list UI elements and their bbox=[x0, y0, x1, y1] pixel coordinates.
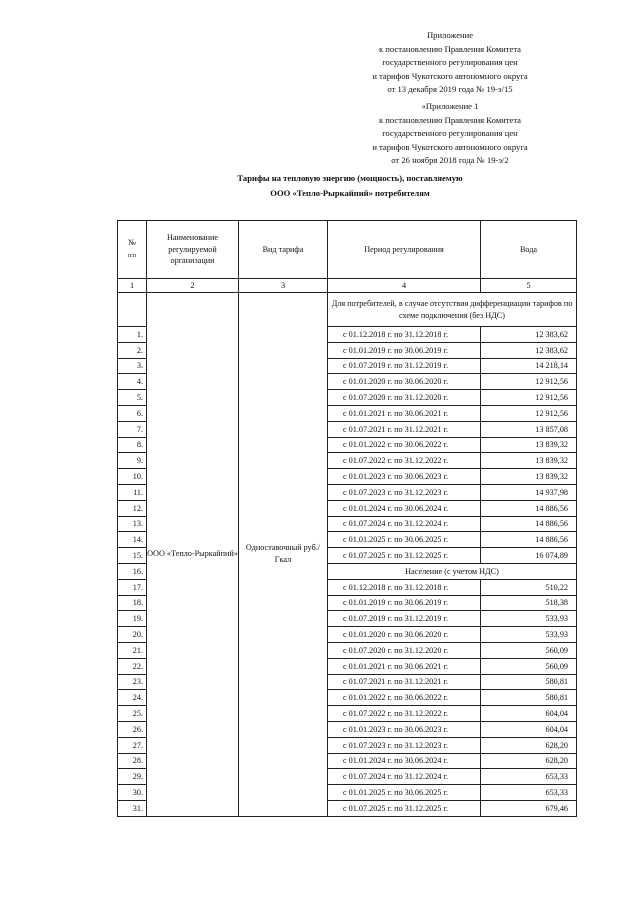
section-consumers-title: Для потребителей, в случае отсутствия дифференциации тарифов по схеме подключения (без НДС) bbox=[328, 293, 577, 327]
section-population-title: Население (с учетом НДС) bbox=[328, 563, 577, 579]
row-value: 518,38 bbox=[481, 595, 577, 611]
row-value: 14 886,56 bbox=[481, 516, 577, 532]
row-period: с 01.07.2019 г. по 31.12.2019 г. bbox=[328, 358, 481, 374]
row-value: 580,81 bbox=[481, 690, 577, 706]
row-value: 653,33 bbox=[481, 785, 577, 801]
col-number: 1 bbox=[118, 279, 147, 293]
row-number: 2. bbox=[118, 342, 147, 358]
row-period: с 01.07.2019 г. по 31.12.2019 г. bbox=[328, 611, 481, 627]
row-period: с 01.12.2018 г. по 31.12.2018 г. bbox=[328, 579, 481, 595]
row-period: с 01.01.2021 г. по 30.06.2021 г. bbox=[328, 658, 481, 674]
row-number: 27. bbox=[118, 737, 147, 753]
row-number: 31. bbox=[118, 800, 147, 816]
tariff-table bbox=[117, 220, 577, 817]
tariff-type-cell: Одноставочный руб./Гкал bbox=[239, 293, 328, 817]
header-line: государственного регулирования цен bbox=[382, 57, 518, 68]
row-value: 604,04 bbox=[481, 706, 577, 722]
row-value: 12 912,56 bbox=[481, 390, 577, 406]
row-period: с 01.07.2024 г. по 31.12.2024 г. bbox=[328, 516, 481, 532]
row-period: с 01.01.2022 г. по 30.06.2022 г. bbox=[328, 690, 481, 706]
row-number: 11. bbox=[118, 484, 147, 500]
row-value: 14 937,98 bbox=[481, 484, 577, 500]
col-number: 5 bbox=[481, 279, 577, 293]
row-period: с 01.07.2023 г. по 31.12.2023 г. bbox=[328, 737, 481, 753]
row-number: 4. bbox=[118, 374, 147, 390]
row-number: 28. bbox=[118, 753, 147, 769]
table-header-row bbox=[118, 221, 577, 279]
title-line-1: Тарифы на тепловую энергию (мощность), поставляемую bbox=[237, 173, 463, 183]
row-number: 23. bbox=[118, 674, 147, 690]
row-period: с 01.07.2025 г. по 31.12.2025 г. bbox=[328, 548, 481, 564]
row-period: с 01.07.2023 г. по 31.12.2023 г. bbox=[328, 484, 481, 500]
row-number: 9. bbox=[118, 453, 147, 469]
row-value: 560,09 bbox=[481, 642, 577, 658]
header-line: Приложение bbox=[426, 30, 474, 40]
row-value: 14 886,56 bbox=[481, 500, 577, 516]
row-period: с 01.01.2024 г. по 30.06.2024 г. bbox=[328, 500, 481, 516]
row-number: 16. bbox=[118, 563, 147, 579]
column-numbers-row bbox=[118, 279, 577, 293]
row-number: 6. bbox=[118, 405, 147, 421]
row-period: с 01.01.2025 г. по 30.06.2025 г. bbox=[328, 785, 481, 801]
row-value: 510,22 bbox=[481, 579, 577, 595]
row-number: 30. bbox=[118, 785, 147, 801]
header-line: и тарифов Чукотского автономного округа bbox=[372, 141, 528, 152]
row-number: 22. bbox=[118, 658, 147, 674]
row-value: 653,33 bbox=[481, 769, 577, 785]
row-period: с 01.01.2019 г. по 30.06.2019 г. bbox=[328, 342, 481, 358]
row-number: 13. bbox=[118, 516, 147, 532]
row-value: 13 857,08 bbox=[481, 421, 577, 437]
row-number: 26. bbox=[118, 721, 147, 737]
header-tariff: Вид тарифа bbox=[239, 221, 328, 279]
row-value: 628,20 bbox=[481, 737, 577, 753]
row-value: 628,20 bbox=[481, 753, 577, 769]
row-period: с 01.07.2021 г. по 31.12.2021 г. bbox=[328, 421, 481, 437]
header-line: государственного регулирования цен bbox=[382, 128, 518, 139]
header-line: и тарифов Чукотского автономного округа bbox=[372, 70, 528, 81]
row-value: 12 383,62 bbox=[481, 327, 577, 343]
row-period: с 01.07.2021 г. по 31.12.2021 г. bbox=[328, 674, 481, 690]
row-value: 12 912,56 bbox=[481, 374, 577, 390]
row-value: 12 912,56 bbox=[481, 405, 577, 421]
col-number: 4 bbox=[328, 279, 481, 293]
appendix-header bbox=[300, 29, 600, 97]
header-line: «Приложение 1 bbox=[421, 101, 479, 111]
row-value: 679,46 bbox=[481, 800, 577, 816]
header-line: от 26 ноября 2018 года № 19-э/2 bbox=[391, 155, 509, 166]
row-period: с 01.12.2018 г. по 31.12.2018 г. bbox=[328, 327, 481, 343]
appendix-1-header bbox=[300, 100, 600, 168]
document-title bbox=[120, 171, 580, 201]
row-period: с 01.01.2024 г. по 30.06.2024 г. bbox=[328, 753, 481, 769]
row-value: 560,09 bbox=[481, 658, 577, 674]
row-period: с 01.07.2022 г. по 31.12.2022 г. bbox=[328, 453, 481, 469]
row-number: 24. bbox=[118, 690, 147, 706]
row-period: с 01.01.2023 г. по 30.06.2023 г. bbox=[328, 469, 481, 485]
row-value: 533,93 bbox=[481, 611, 577, 627]
row-value: 580,81 bbox=[481, 674, 577, 690]
row-period: с 01.07.2020 г. по 31.12.2020 г. bbox=[328, 390, 481, 406]
header-period: Период регулирования bbox=[328, 221, 481, 279]
row-period: с 01.01.2020 г. по 30.06.2020 г. bbox=[328, 374, 481, 390]
row-value: 604,04 bbox=[481, 721, 577, 737]
row-value: 12 383,62 bbox=[481, 342, 577, 358]
row-number: 10. bbox=[118, 469, 147, 485]
row-period: с 01.07.2022 г. по 31.12.2022 г. bbox=[328, 706, 481, 722]
row-number: 19. bbox=[118, 611, 147, 627]
row-value: 16 074,89 bbox=[481, 548, 577, 564]
row-period: с 01.07.2025 г. по 31.12.2025 г. bbox=[328, 800, 481, 816]
row-number: 8. bbox=[118, 437, 147, 453]
row-period: с 01.01.2019 г. по 30.06.2019 г. bbox=[328, 595, 481, 611]
row-value: 13 839,32 bbox=[481, 469, 577, 485]
header-water: Вода bbox=[481, 221, 577, 279]
row-period: с 01.01.2021 г. по 30.06.2021 г. bbox=[328, 405, 481, 421]
row-period: с 01.01.2020 г. по 30.06.2020 г. bbox=[328, 627, 481, 643]
row-number: 29. bbox=[118, 769, 147, 785]
row-period: с 01.01.2025 г. по 30.06.2025 г. bbox=[328, 532, 481, 548]
row-number: 18. bbox=[118, 595, 147, 611]
header-line: от 13 декабря 2019 года № 19-э/15 bbox=[387, 84, 513, 95]
row-number: 1. bbox=[118, 327, 147, 343]
row-period: с 01.07.2020 г. по 31.12.2020 г. bbox=[328, 642, 481, 658]
row-number: 17. bbox=[118, 579, 147, 595]
header-org: Наименование регулируемой организации bbox=[147, 221, 239, 279]
row-number: 7. bbox=[118, 421, 147, 437]
header-line: к постановлению Правления Комитета bbox=[378, 114, 521, 125]
row-number: 25. bbox=[118, 706, 147, 722]
row-value: 13 839,32 bbox=[481, 453, 577, 469]
col-number: 2 bbox=[147, 279, 239, 293]
row-number: 12. bbox=[118, 500, 147, 516]
header-no: № п/п bbox=[118, 221, 147, 279]
header-line: к постановлению Правления Комитета bbox=[378, 43, 521, 54]
row-number: 5. bbox=[118, 390, 147, 406]
org-name-cell: ООО «Тепло-Рыркайпий» bbox=[147, 293, 239, 817]
row-number: 14. bbox=[118, 532, 147, 548]
col-number: 3 bbox=[239, 279, 328, 293]
row-value: 14 886,56 bbox=[481, 532, 577, 548]
row-value: 14 218,14 bbox=[481, 358, 577, 374]
blank-cell bbox=[118, 293, 147, 327]
section-row-consumers bbox=[118, 293, 577, 327]
row-number: 3. bbox=[118, 358, 147, 374]
row-period: с 01.07.2024 г. по 31.12.2024 г. bbox=[328, 769, 481, 785]
row-period: с 01.01.2023 г. по 30.06.2023 г. bbox=[328, 721, 481, 737]
row-number: 15. bbox=[118, 548, 147, 564]
row-number: 21. bbox=[118, 642, 147, 658]
row-value: 13 839,32 bbox=[481, 437, 577, 453]
title-line-2: ООО «Тепло-Рыркайпий» потребителям bbox=[270, 188, 430, 198]
row-number: 20. bbox=[118, 627, 147, 643]
row-value: 533,93 bbox=[481, 627, 577, 643]
row-period: с 01.01.2022 г. по 30.06.2022 г. bbox=[328, 437, 481, 453]
